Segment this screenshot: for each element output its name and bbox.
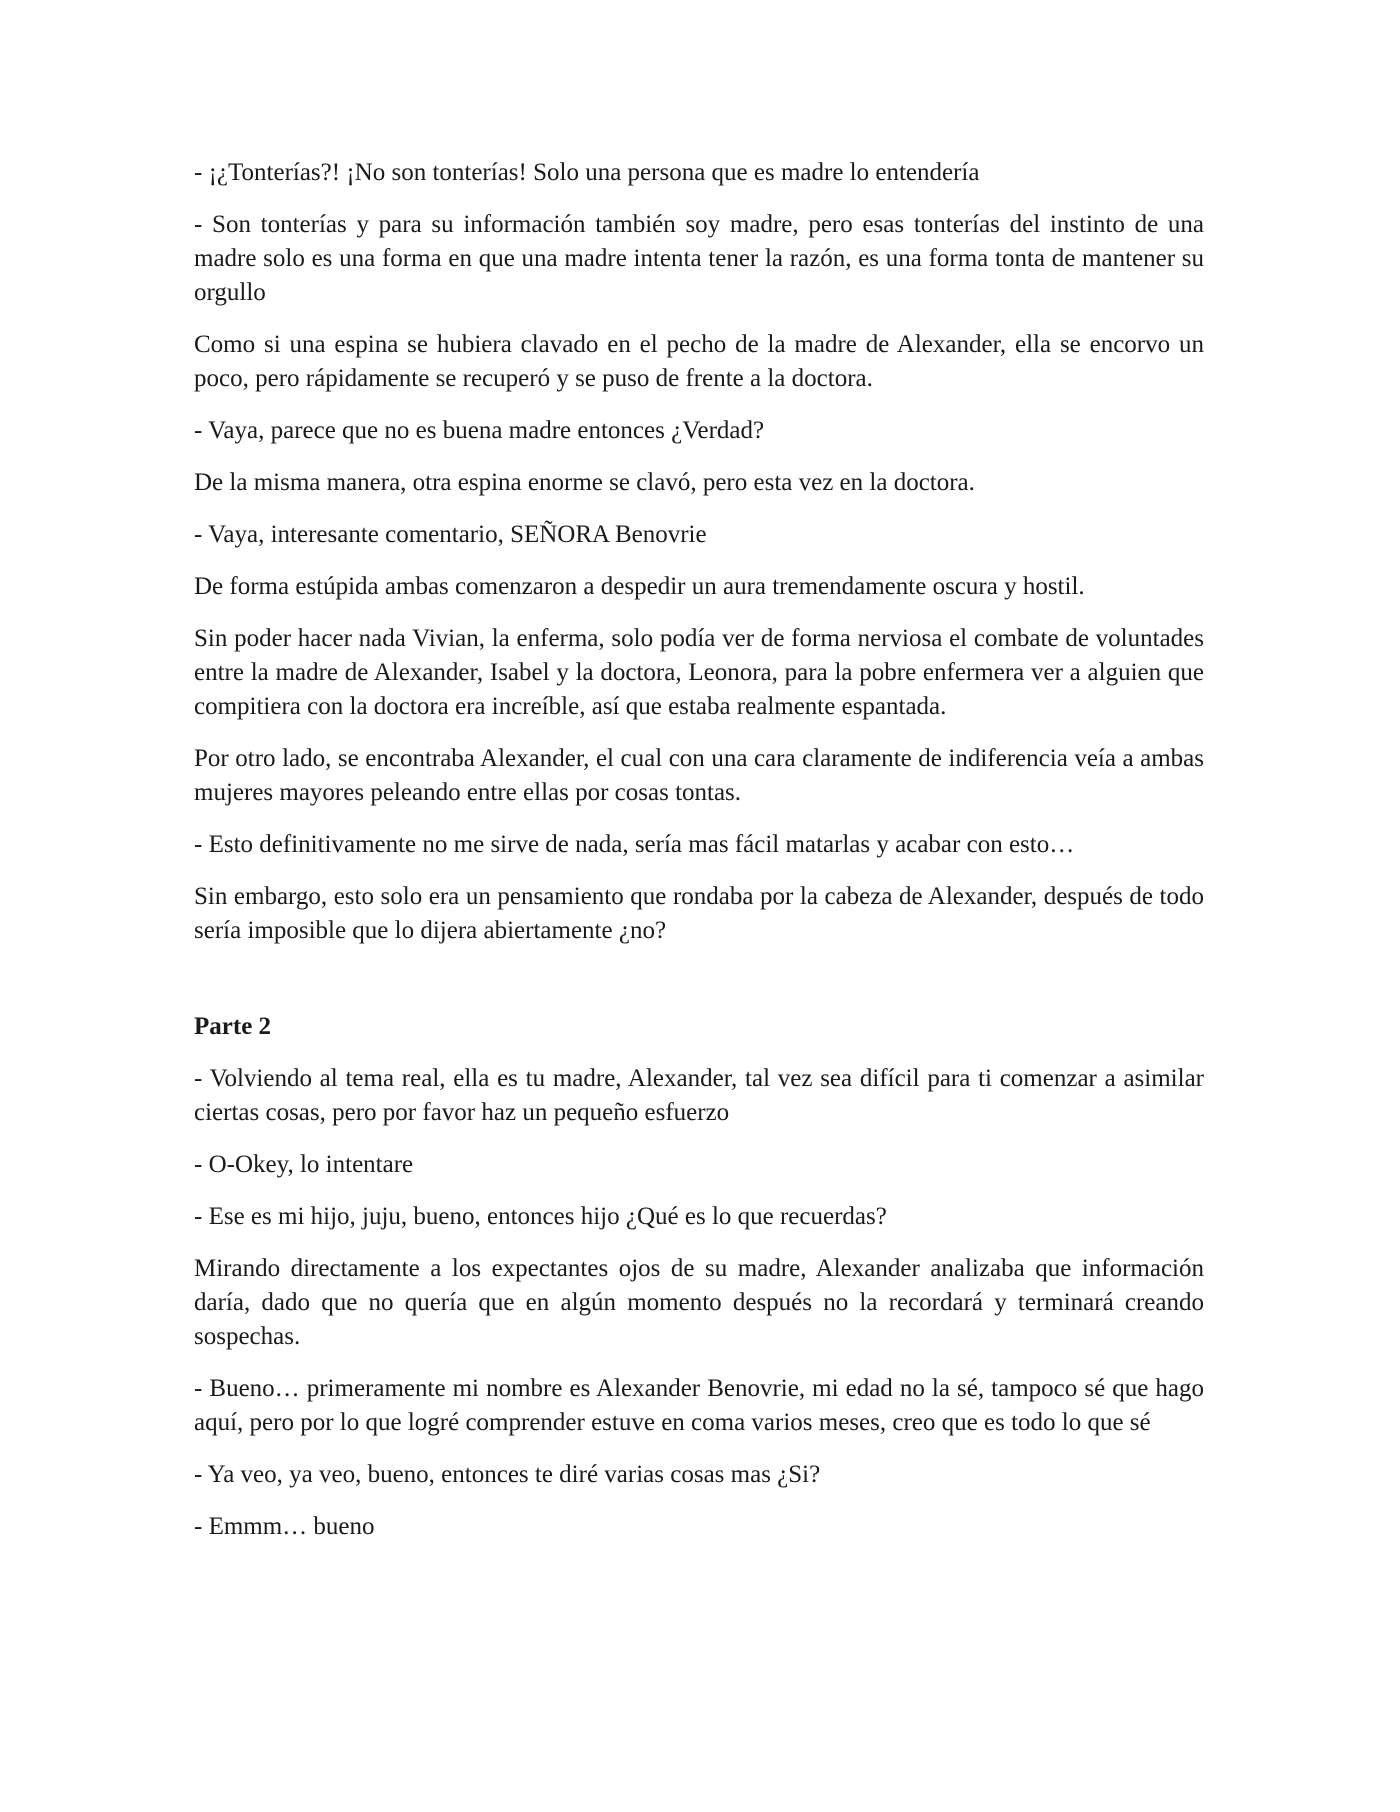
paragraph: - Emmm… bueno — [194, 1513, 375, 1540]
paragraph: - Vaya, parece que no es buena madre entonces ¿Verdad? — [194, 417, 765, 444]
paragraph: Sin poder hacer nada Vivian, la enferma, solo podía ver de forma nerviosa el combate de voluntades entre la madre de Alexander, Isabel y la doctora, Leonora, para la pobre enfermera ver a alguien que compitiera con la doctora era increíble, así que estaba realmente espantada. — [194, 625, 1204, 720]
paragraph: - Ese es mi hijo, juju, bueno, entonces hijo ¿Qué es lo que recuerdas? — [194, 1203, 887, 1230]
section-heading: Parte 2 — [194, 1013, 272, 1040]
paragraph: - Son tonterías y para su información también soy madre, pero esas tonterías del instinto de una madre solo es una forma en que una madre intenta tener la razón, es una forma tonta de mantener su orgullo — [194, 211, 1204, 306]
paragraph: Por otro lado, se encontraba Alexander, el cual con una cara claramente de indiferencia veía a ambas mujeres mayores peleando entre ellas por cosas tontas. — [194, 745, 1204, 806]
paragraph: - Esto definitivamente no me sirve de nada, sería mas fácil matarlas y acabar con esto… — [194, 831, 1075, 858]
paragraph: Mirando directamente a los expectantes ojos de su madre, Alexander analizaba que información daría, dado que no quería que en algún momento después no la recordará y terminará creando sospechas. — [194, 1255, 1204, 1350]
document-page — [194, 156, 1204, 1562]
paragraph: - Bueno… primeramente mi nombre es Alexander Benovrie, mi edad no la sé, tampoco sé que hago aquí, pero por lo que logré comprender estuve en coma varios meses, creo que es todo lo que sé — [194, 1375, 1204, 1436]
paragraph: - Volviendo al tema real, ella es tu madre, Alexander, tal vez sea difícil para ti comenzar a asimilar ciertas cosas, pero por favor haz un pequeño esfuerzo — [194, 1065, 1204, 1126]
paragraph: - ¡¿Tonterías?! ¡No son tonterías! Solo una persona que es madre lo entendería — [194, 159, 980, 186]
paragraph: De la misma manera, otra espina enorme se clavó, pero esta vez en la doctora. — [194, 469, 975, 496]
paragraph: Como si una espina se hubiera clavado en el pecho de la madre de Alexander, ella se encorvo un poco, pero rápidamente se recuperó y se puso de frente a la doctora. — [194, 331, 1204, 392]
paragraph: - Vaya, interesante comentario, SEÑORA Benovrie — [194, 521, 707, 548]
paragraph: Sin embargo, esto solo era un pensamiento que rondaba por la cabeza de Alexander, después de todo sería imposible que lo dijera abiertamente ¿no? — [194, 883, 1204, 944]
paragraph: - O-Okey, lo intentare — [194, 1151, 414, 1178]
paragraph: De forma estúpida ambas comenzaron a despedir un aura tremendamente oscura y hostil. — [194, 573, 1085, 600]
section-gap — [194, 966, 1204, 1010]
paragraph: - Ya veo, ya veo, bueno, entonces te diré varias cosas mas ¿Si? — [194, 1461, 821, 1488]
